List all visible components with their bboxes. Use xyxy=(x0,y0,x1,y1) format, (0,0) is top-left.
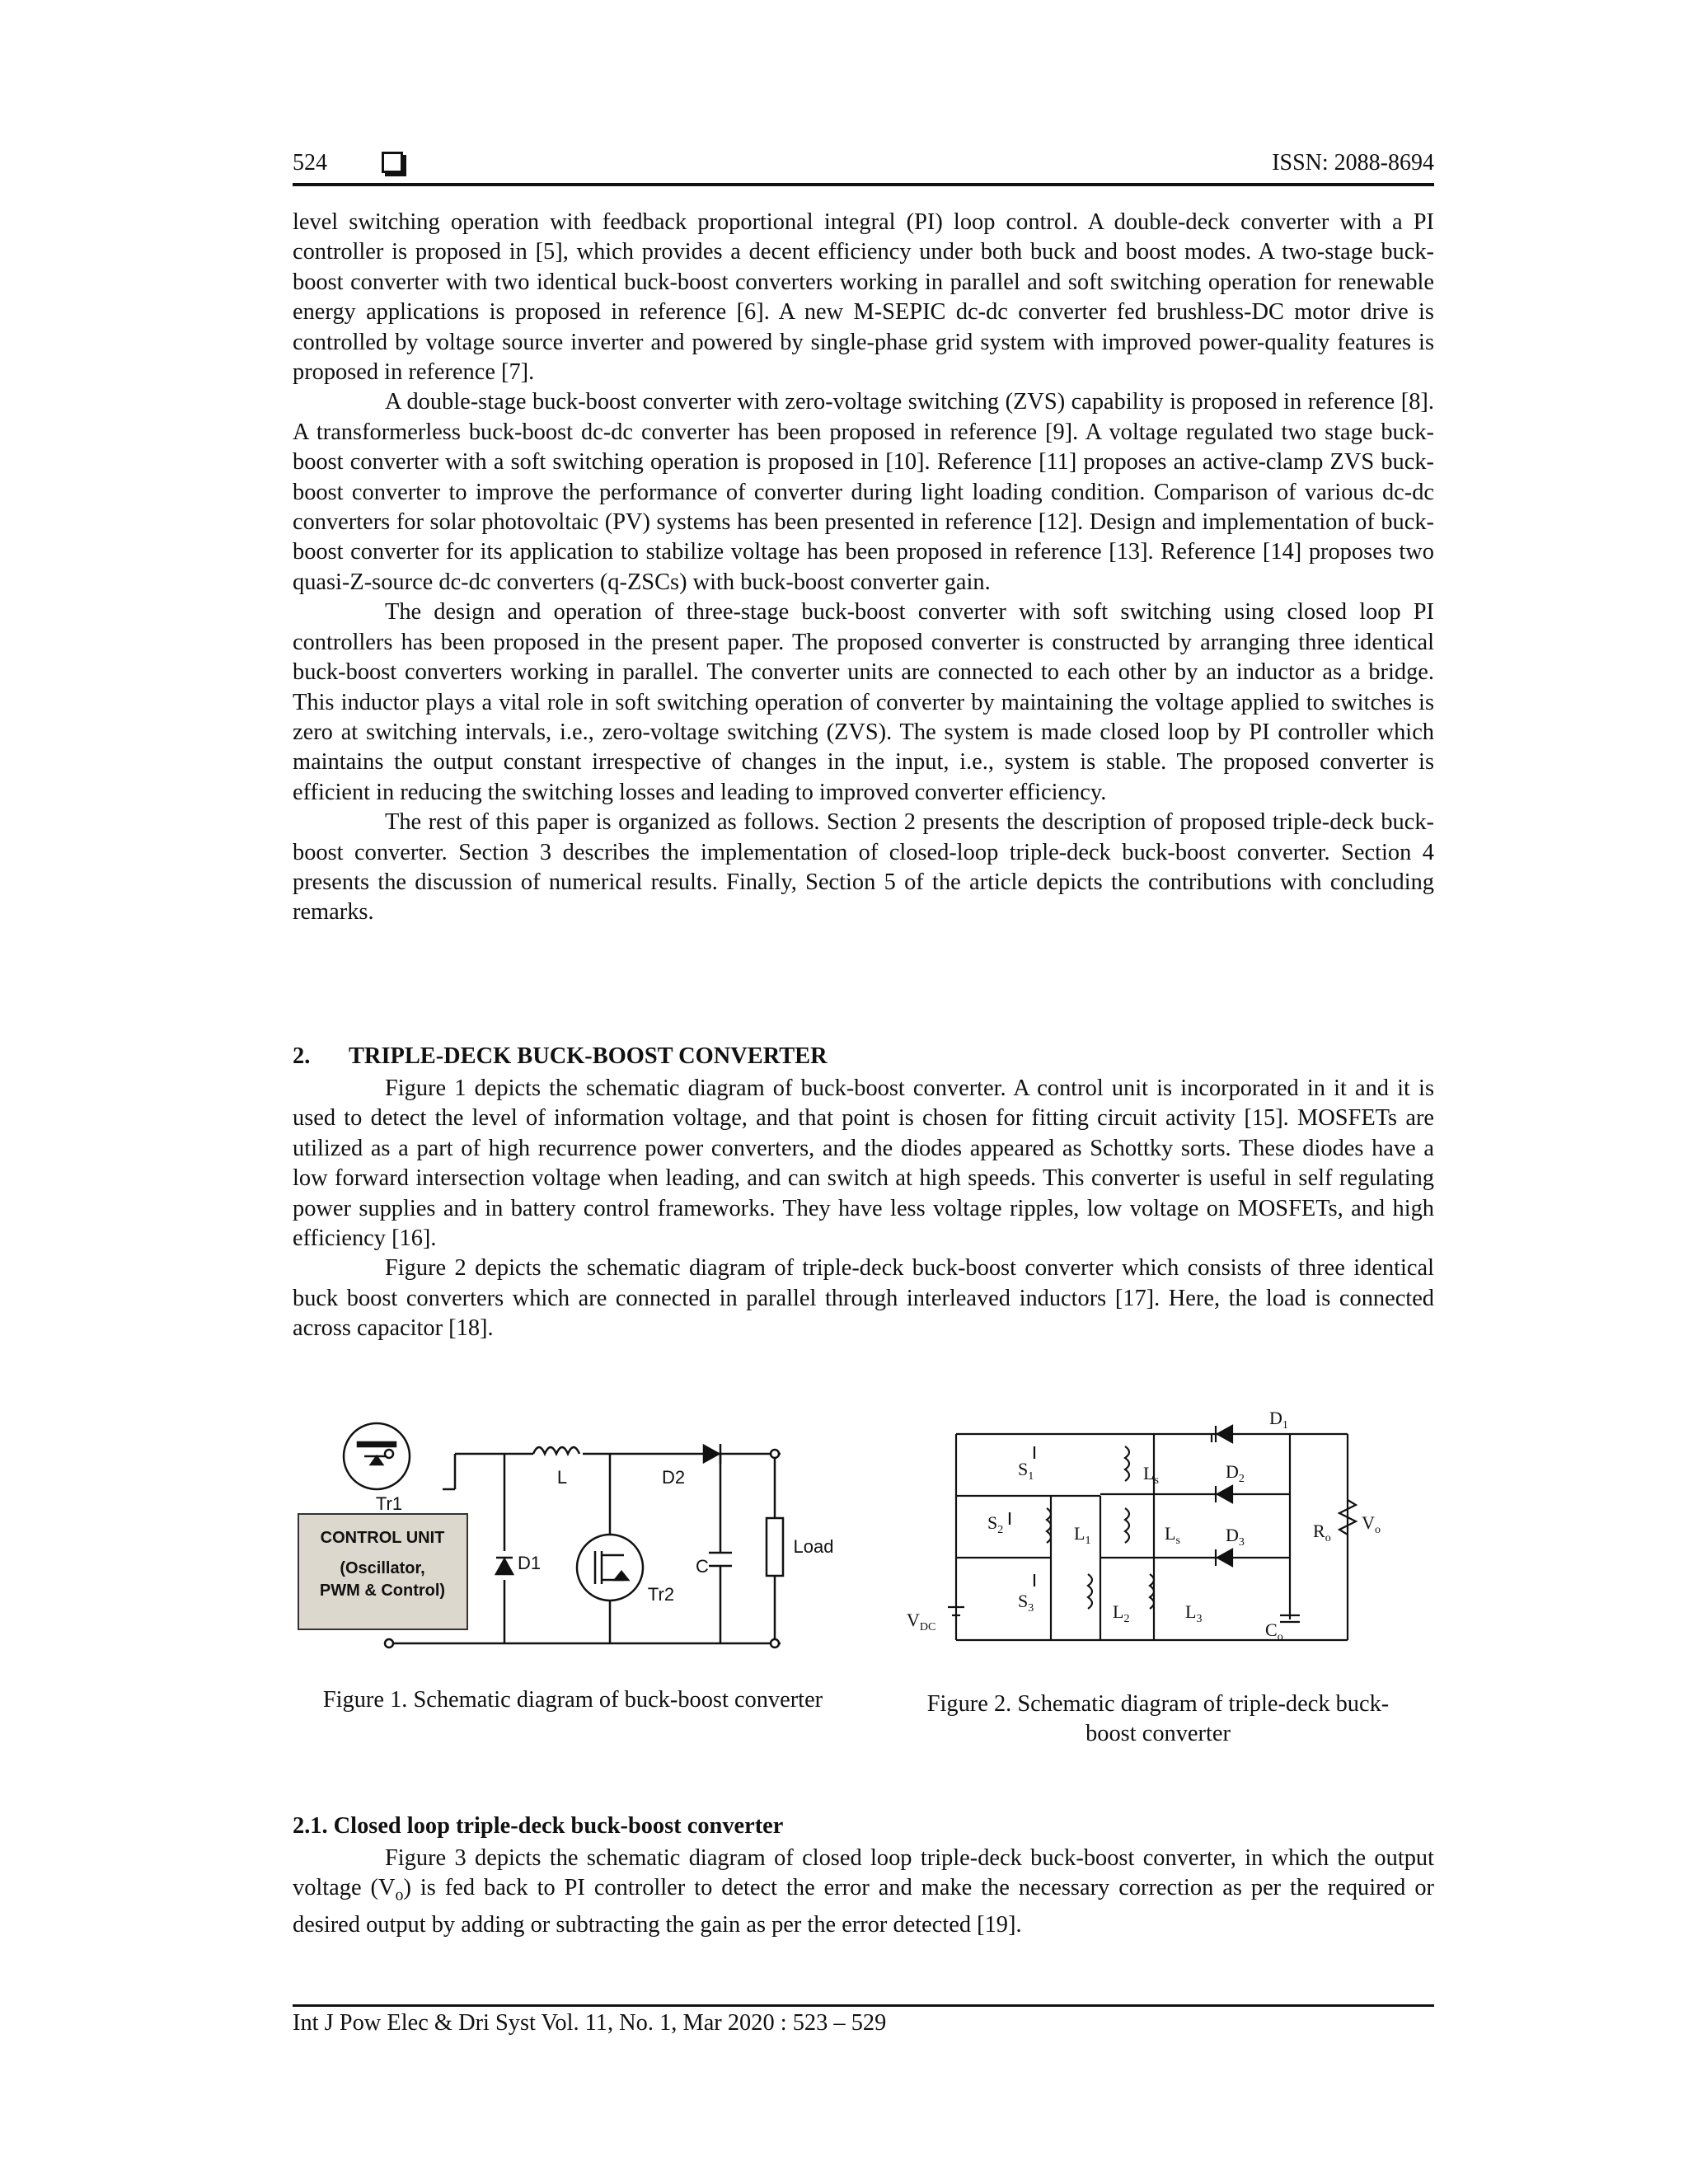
control-unit-label: PWM & Control) xyxy=(319,1582,446,1600)
tr1-label: Tr1 xyxy=(375,1493,403,1514)
d2-label: $D_2$ xyxy=(1226,1461,1245,1485)
caption-line: boost converter xyxy=(1085,1721,1231,1746)
issn: ISSN: 2088-8694 xyxy=(1272,150,1434,176)
paragraph: The rest of this paper is organized as follows. Section 2 presents the description of proposed triple-deck buck-boost converter. Section 3 describes the implementation of closed-loop triple-deck buck-boost converter. Section 4 presents the discussion of numerical results. Finally, Section 5 of the article depicts the contributions with concluding remarks. xyxy=(293,809,1434,926)
l2-label: $L_2$ xyxy=(1113,1601,1130,1625)
d1-label: D1 xyxy=(517,1553,542,1573)
capacitor-label: C xyxy=(696,1556,709,1577)
l1-label: $L_1$ xyxy=(1074,1523,1091,1547)
paragraph: The design and operation of three-stage buck-boost converter with soft switching using closed loop PI controllers has been proposed in the present paper. The proposed converter is constructed by arranging three identical buck-boost converters working in parallel. The converter units are connected to each other by an inductor as a bridge. This inductor plays a vital role in soft switching operation of converter by maintaining the voltage applied to switches is zero at switching intervals, i.e., zero-voltage switching (ZVS). The system is made closed loop by PI controller which maintains the output constant irrespective of changes in the input, i.e., system is stable. The proposed converter is efficient in reducing the switching losses and leading to improved converter efficiency. xyxy=(293,599,1434,805)
page-number: 524 xyxy=(293,150,327,176)
paragraph: Figure 2 depicts the schematic diagram of triple-deck buck-boost converter which consists of three identical buck boost converters which are connected in parallel through interleaved inductors [17]. Here, the load is connected across capacitor [18]. xyxy=(293,1255,1434,1342)
figure-1-buck-boost-schematic xyxy=(298,1411,834,1658)
co-label: $C_o$ xyxy=(1265,1619,1283,1643)
s1-label: $S_1$ xyxy=(1018,1459,1034,1483)
subsection-text xyxy=(293,1844,1434,1941)
paragraph: A double-stage buck-boost converter with zero-voltage switching (ZVS) capability is proposed in reference [8]. A transformerless buck-boost dc-dc converter has been proposed in reference [9]. A voltage regulated two stage buck-boost converter with a soft switching operation is proposed in [10]. Reference [11] proposes an active-clamp ZVS buck-boost converter to improve the performance of converter during light loading condition. Comparison of various dc-dc converters for solar photovoltaic (PV) systems has been presented in reference [12]. Design and implementation of buck-boost converter for its application to stabilize voltage has been proposed in reference [13]. Reference [14] proposes two quasi-Z-source dc-dc converters (q-ZSCs) with buck-boost converter gain. xyxy=(293,389,1434,595)
section-title: TRIPLE-DECK BUCK-BOOST CONVERTER xyxy=(349,1043,828,1069)
section2-text xyxy=(293,1074,1434,1344)
page-footer: Int J Pow Elec & Dri Syst Vol. 11, No. 1, Mar 2020 : 523 – 529 xyxy=(293,2004,1434,2036)
figure-2-triple-deck-schematic xyxy=(903,1397,1381,1665)
d3-label: $D_3$ xyxy=(1226,1525,1245,1549)
d2-label: D2 xyxy=(661,1467,686,1488)
section-number: 2. xyxy=(293,1043,311,1069)
d1-label: $D_1$ xyxy=(1269,1408,1288,1432)
s3-label: $S_3$ xyxy=(1018,1591,1034,1615)
inductor-label: L xyxy=(556,1467,568,1488)
ls-label: $L_s$ xyxy=(1165,1523,1180,1547)
caption-line: Figure 2. Schematic diagram of triple-deck buck- xyxy=(926,1691,1390,1717)
control-unit-label: CONTROL UNIT xyxy=(320,1529,445,1547)
paragraph: level switching operation with feedback proportional integral (PI) loop control. A double-deck converter with a PI controller is proposed in [5], which provides a decent efficiency under both buck and boost modes. A two-stage buck-boost converter with two identical buck-boost converters working in parallel and soft switching operation for renewable energy applications is proposed in reference [6]. A new M-SEPIC dc-dc converter fed brushless-DC motor drive is controlled by voltage source inverter and powered by single-phase grid system with improved power-quality features is proposed in reference [7]. xyxy=(293,209,1434,386)
ls-label: $L_s$ xyxy=(1143,1463,1159,1487)
vo-label: $V_o$ xyxy=(1362,1512,1381,1536)
s2-label: $S_2$ xyxy=(987,1512,1004,1536)
vdc-label: $V_{DC}$ xyxy=(907,1610,936,1633)
section-heading xyxy=(293,1043,828,1070)
figure-1-caption: Figure 1. Schematic diagram of buck-boost converter xyxy=(322,1687,823,1713)
load-label: Load xyxy=(793,1536,834,1557)
subsection-heading: 2.1. Closed loop triple-deck buck-boost converter xyxy=(293,1813,784,1839)
square-bullet-icon xyxy=(382,152,403,173)
paragraph: Figure 3 depicts the schematic diagram of closed loop triple-deck buck-boost converter, in which the output voltage $(V_o)$ is fed back to PI controller to detect the error and make the necessary correction as per the required or desired output by adding or subtracting the gain as per the error detected [19]. xyxy=(293,1845,1434,1938)
figure-2-caption xyxy=(898,1690,1418,1749)
tr2-label: Tr2 xyxy=(647,1584,675,1605)
page-header xyxy=(293,147,1434,186)
ro-label: $R_o$ xyxy=(1313,1521,1331,1544)
control-unit-label: (Oscillator, xyxy=(340,1559,425,1577)
intro-text xyxy=(293,208,1434,928)
l3-label: $L_3$ xyxy=(1185,1601,1203,1625)
paragraph: Figure 1 depicts the schematic diagram of buck-boost converter. A control unit is incorporated in it and it is used to detect the level of information voltage, and that point is chosen for fitting circuit activity [15]. MOSFETs are utilized as a part of high recurrence power converters, and the diodes appeared as Schottky sorts. These diodes have a low forward intersection voltage when leading, and can switch at high speeds. This converter is useful in self regulating power supplies and in battery control frameworks. They have less voltage ripples, low voltage on MOSFETs, and high efficiency [16]. xyxy=(293,1076,1434,1252)
